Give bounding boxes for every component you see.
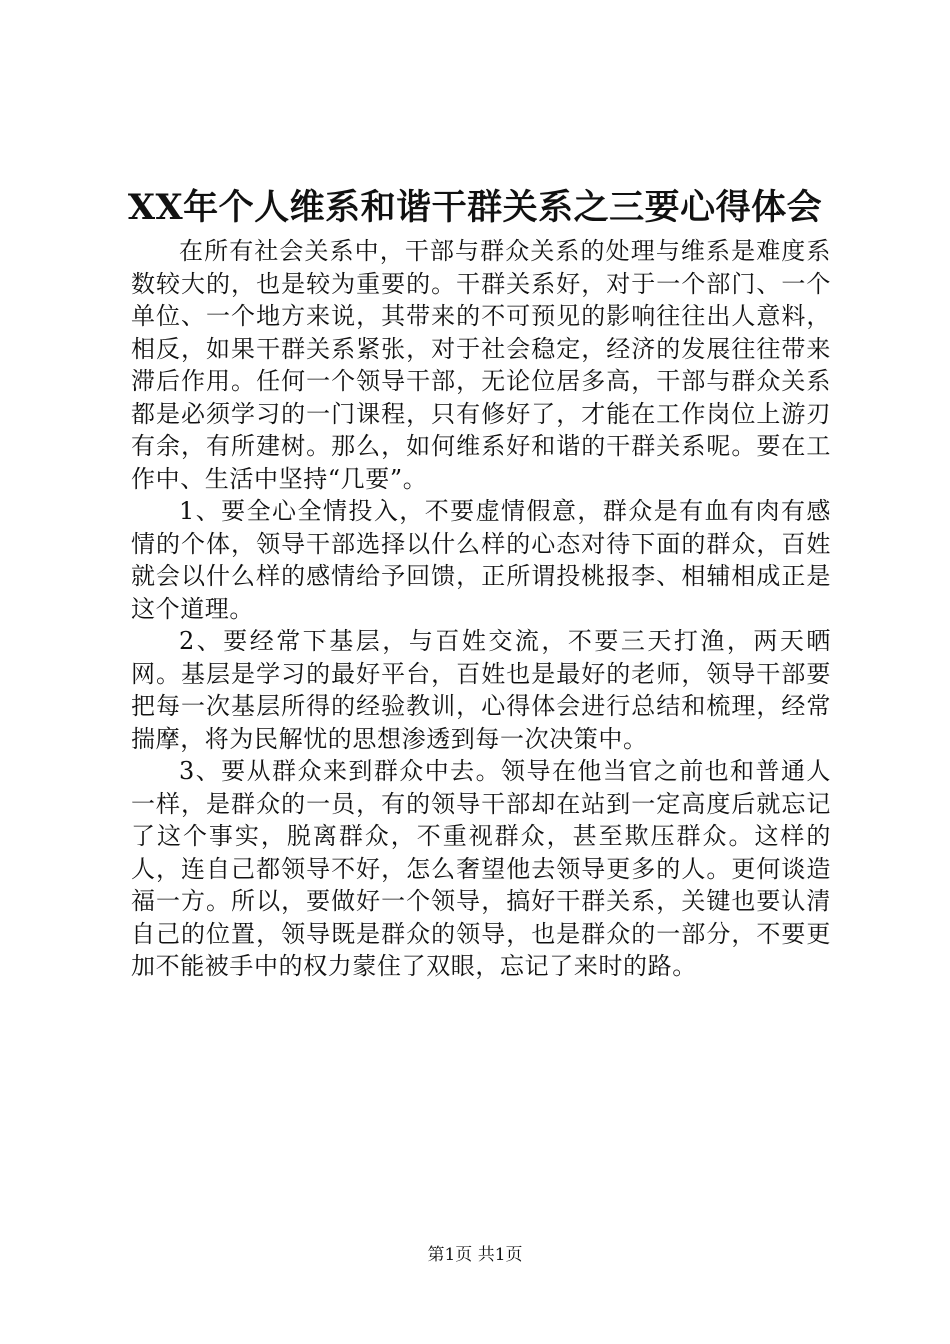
- page-number-footer: 第1页 共1页: [427, 1245, 523, 1265]
- paragraph-point-3: 3、要从群众来到群众中去。领导在他当官之前也和普通人一样，是群众的一员，有的领导干部却在站到一定高度后就忘记了这个事实，脱离群众，不重视群众，甚至欺压群众。这样的人，连自己都领导不好，怎么奢望他去领导更多的人。更何谈造福一方。所以，要做好一个领导，搞好干群关系，关键也要认清自己的位置，领导既是群众的领导，也是群众的一部分，不要更加不能被手中的权力蒙住了双眼，忘记了来时的路。: [131, 757, 831, 980]
- document-body: [131, 235, 831, 983]
- paragraph-point-1: 1、要全心全情投入，不要虚情假意，群众是有血有肉有感情的个体，领导干部选择以什么样的心态对待下面的群众，百姓就会以什么样的感情给予回馈，正所谓投桃报李、相辅相成正是这个道理。: [131, 497, 831, 623]
- document-title: XX年个人维系和谐干群关系之三要心得体会: [127, 187, 823, 228]
- paragraph-point-2: 2、要经常下基层，与百姓交流，不要三天打渔，两天晒网。基层是学习的最好平台，百姓也是最好的老师，领导干部要把每一次基层所得的经验教训，心得体会进行总结和梳理，经常揣摩，将为民解忧的思想渗透到每一次决策中。: [131, 627, 831, 753]
- paragraph-intro: 在所有社会关系中，干部与群众关系的处理与维系是难度系数较大的，也是较为重要的。干群关系好，对于一个部门、一个单位、一个地方来说，其带来的不可预见的影响往往出人意料，相反，如果干群关系紧张，对于社会稳定，经济的发展往往带来滞后作用。任何一个领导干部，无论位居多高，干部与群众关系都是必须学习的一门课程，只有修好了，才能在工作岗位上游刃有余，有所建树。那么，如何维系好和谐的干群关系呢。要在工作中、生活中坚持“几要”。: [131, 237, 831, 493]
